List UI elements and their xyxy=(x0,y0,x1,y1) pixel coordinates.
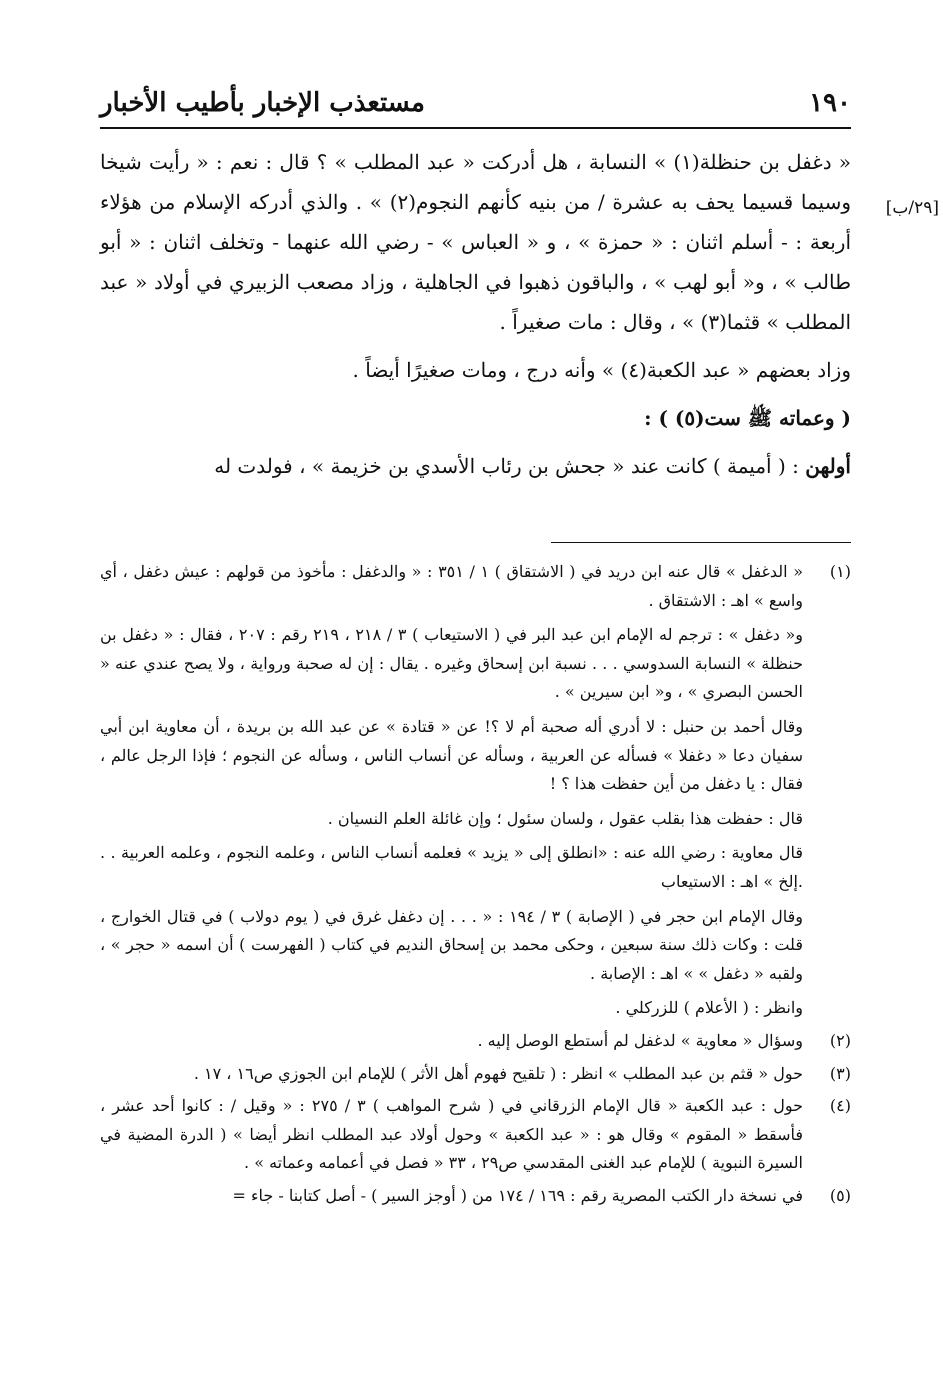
footnote-paragraph: وقال الإمام ابن حجر في ( الإصابة ) ٣ / ١٩٤ : « . . . إن دغفل غرق في ( يوم دولاب ) في قتال الخوارج ، قلت : وكات ذلك سنة سبعين ، وحكى محمد بن إسحاق النديم في كتاب ( الفهرست ) أن اسمه « حجر » ، ولقبه « دغفل » » اهـ : الإصابة . xyxy=(100,906,804,983)
footnote-2 xyxy=(100,1027,851,1060)
footnote-paragraph: قال معاوية : رضي الله عنه : «انطلق إلى « يزيد » فعلمه أنساب الناس ، وعلمه النجوم ، وعلمه العربية . . .إلخ » اهـ : الاستيعاب xyxy=(100,843,803,891)
footnote-number: (٤) xyxy=(829,1096,851,1116)
footnote-paragraph: وانظر : ( الأعلام ) للزركلي . xyxy=(615,998,803,1018)
footnote-body xyxy=(100,1060,803,1093)
section-heading: ( وعماته ﷺ ست(٥) ) : xyxy=(644,406,851,430)
footnote-body xyxy=(100,558,803,1027)
footnote-3 xyxy=(100,1060,851,1093)
footnote-paragraph: و« دغفل » : ترجم له الإمام ابن عبد البر في ( الاستيعاب ) ٣ / ٢١٨ ، ٢١٩ رقم : ٢٠٧ ، فقال : « دغفل بن حنظلة » النسابة السدوسي . . . نسبة ابن إسحاق وغيره . يقال : إن له صحبة ورواية ، ولا يصح عندي عنه « الحسن البصري » ، و« ابن سيرين » . xyxy=(100,625,804,702)
footnotes xyxy=(100,558,851,1214)
footnote-body xyxy=(100,1182,803,1215)
body-paragraph-3 xyxy=(100,446,851,486)
margin-folio-reference: [٢٩/ب] xyxy=(885,198,939,218)
running-title: مستعذب الإخبار بأطيب الأخبار xyxy=(100,88,425,118)
footnote-number: (٣) xyxy=(829,1063,851,1083)
footnote-paragraph: قال : حفظت هذا بقلب عقول ، ولسان سئول ؛ وإن غائلة العلم النسيان . xyxy=(327,808,803,828)
footnote-paragraph: في نسخة دار الكتب المصرية رقم : ١٦٩ / ١٧٤ من ( أوجز السير ) - أصل كتابنا - جاء = xyxy=(232,1185,803,1205)
footnote-paragraph: وقال أحمد بن حنبل : لا أدري أله صحبة أم لا ؟! عن « قتادة » عن عبد الله بن بريدة ، أن معاوية ابن أبي سفيان دعا « دغفلا » فسأله عن العربية ، وسأله عن أنساب الناس ، وسأله عن النجوم ؛ فإذا الرجل عالم ، فقال : يا دغفل من أين حفظت هذا ؟ ! xyxy=(100,716,804,794)
body-paragraph-1: « دغفل بن حنظلة(١) » النسابة ، هل أدركت « عبد المطلب » ؟ قال : نعم : « رأيت شيخا وسيما قسيما يحف به عشرة / من بنيه كأنهم النجوم(٢) » . والذي أدركه الإسلام من هؤلاء أربعة : - أسلم اثنان : « حمزة » ، و « العباس » - رضي الله عنهما - وتخلف اثنان : « أبو طالب » ، و« أبو لهب » ، والباقون ذهبوا في الجاهلية ، وزاد مصعب الزبيري في أولاد « عبد المطلب » قثما(٣) » ، وقال : مات صغيراً . xyxy=(100,150,851,334)
footnote-1 xyxy=(100,558,851,1027)
footnote-4 xyxy=(100,1092,851,1182)
header-rule xyxy=(100,127,851,129)
footnote-number: (٢) xyxy=(829,1030,851,1050)
footnote-number: (٥) xyxy=(829,1185,851,1205)
footnote-body xyxy=(100,1027,803,1060)
footnote-paragraph: حول « قثم بن عبد المطلب » انظر : ( تلقيح فهوم أهل الأثر ) للإمام ابن الجوزي ص١٦ ، ١٧ . xyxy=(193,1063,803,1083)
footnote-body xyxy=(100,1092,803,1182)
footnote-paragraph: وسؤال « معاوية » لدغفل لم أستطع الوصل إليه . xyxy=(477,1030,803,1050)
main-text xyxy=(100,142,851,486)
footnote-paragraph: حول : عبد الكعبة « قال الإمام الزرقاني في ( شرح المواهب ) ٣ / ٢٧٥ : « وقيل / : كانوا أحد عشر ، فأسقط « المقوم » وقال هو : « عبد الكعبة » وحول أولاد عبد المطلب انظر أيضا » ( الدرة المضية في السيرة النبوية ) للإمام عبد الغنى المقدسي ص٢٩ ، ٣٣ « فصل في أعمامه وعماته » . xyxy=(100,1096,804,1173)
page-header xyxy=(100,86,851,126)
page-number: ١٩٠ xyxy=(809,88,851,118)
body-paragraph-3-text: : ( أميمة ) كانت عند « جحش بن رئاب الأسدي بن خزيمة » ، فولدت له xyxy=(214,454,806,478)
footnote-separator xyxy=(551,542,851,543)
footnote-number: (١) xyxy=(829,562,851,581)
body-paragraph-2: وزاد بعضهم « عبد الكعبة(٤) » وأنه درج ، ومات صغيرًا أيضاً . xyxy=(352,358,851,382)
lead-word: أولهن xyxy=(805,454,851,478)
footnote-5 xyxy=(100,1182,851,1215)
footnote-paragraph: « الدغفل » قال عنه ابن دريد في ( الاشتقاق ) ١ / ٣٥١ : « والدغفل : مأخوذ من قولهم : عيش دغفل ، أي واسع » اهـ : الاشتقاق . xyxy=(100,562,804,610)
